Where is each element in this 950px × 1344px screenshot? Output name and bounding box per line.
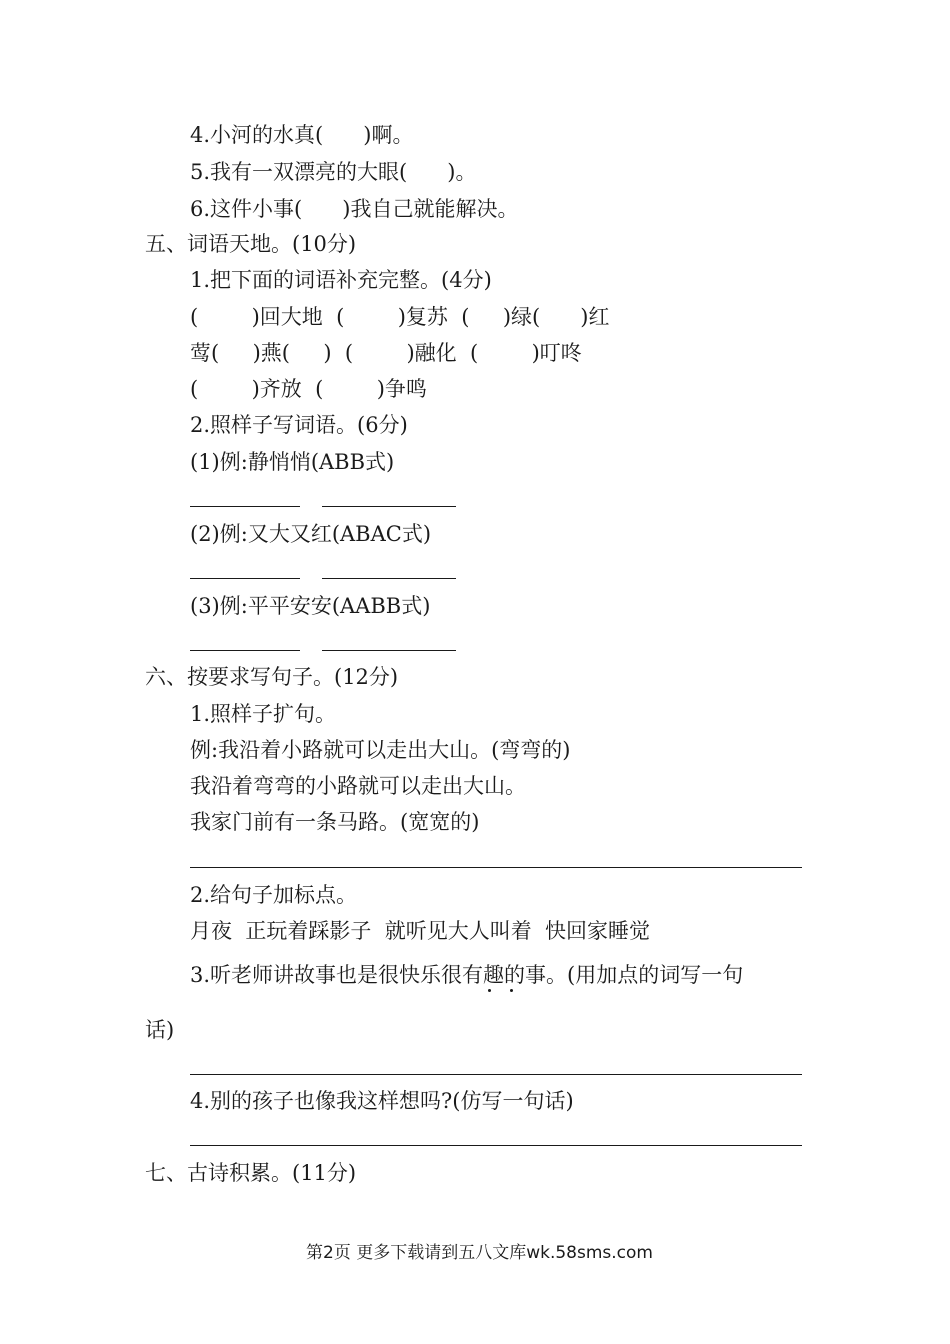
emphasis-dot — [510, 989, 513, 992]
section-5-question-2: 2.照样子写词语。(6分) — [190, 413, 408, 437]
section-6-question-1: 1.照样子扩句。 — [190, 702, 337, 726]
example-abb: (1)例:静悄悄(ABB式) — [190, 450, 395, 474]
section-6-question-3: 3.听老师讲故事也是很快乐很有趣的事。(用加点的词写一句 — [190, 963, 744, 987]
section-6-question-4: 4.别的孩子也像我这样想吗?(仿写一句话) — [190, 1089, 574, 1113]
section-5-heading: 五、词语天地。(10分) — [145, 232, 357, 256]
page-footer: 第2页 更多下载请到五八文库wk.58sms.com — [306, 1243, 653, 1263]
section-6-question-3-continued: 话) — [145, 1018, 175, 1042]
answer-line[interactable] — [322, 506, 456, 507]
answer-line[interactable] — [322, 578, 456, 579]
answer-line[interactable] — [190, 650, 300, 651]
section-6-question-2: 2.给句子加标点。 — [190, 883, 358, 907]
section-6-heading: 六、按要求写句子。(12分) — [145, 665, 399, 689]
expansion-example: 例:我沿着小路就可以走出大山。(弯弯的) — [190, 738, 571, 762]
question-5: 5.我有一双漂亮的大眼( )。 — [190, 160, 477, 184]
question-6: 6.这件小事( )我自己就能解决。 — [190, 197, 519, 221]
punctuation-sentence: 月夜 正玩着踩影子 就听见大人叫着 快回家睡觉 — [190, 919, 651, 943]
word-fill-row-3: ( )齐放 ( )争鸣 — [190, 377, 427, 401]
section-5-question-1: 1.把下面的词语补充完整。(4分) — [190, 268, 492, 292]
expansion-task: 我家门前有一条马路。(宽宽的) — [190, 810, 480, 834]
answer-line[interactable] — [190, 1074, 802, 1075]
expansion-example-answer: 我沿着弯弯的小路就可以走出大山。 — [190, 774, 526, 798]
answer-line[interactable] — [190, 578, 300, 579]
section-7-heading: 七、古诗积累。(11分) — [145, 1161, 357, 1185]
answer-line[interactable] — [190, 867, 802, 868]
question-4: 4.小河的水真( )啊。 — [190, 123, 414, 147]
word-fill-row-2: 莺( )燕( ) ( )融化 ( )叮咚 — [190, 341, 582, 365]
answer-line[interactable] — [190, 1145, 802, 1146]
emphasis-dot — [488, 989, 491, 992]
example-abac: (2)例:又大又红(ABAC式) — [190, 522, 432, 546]
example-aabb: (3)例:平平安安(AABB式) — [190, 594, 431, 618]
answer-line[interactable] — [322, 650, 456, 651]
word-fill-row-1: ( )回大地 ( )复苏 ( )绿( )红 — [190, 305, 610, 329]
answer-line[interactable] — [190, 506, 300, 507]
